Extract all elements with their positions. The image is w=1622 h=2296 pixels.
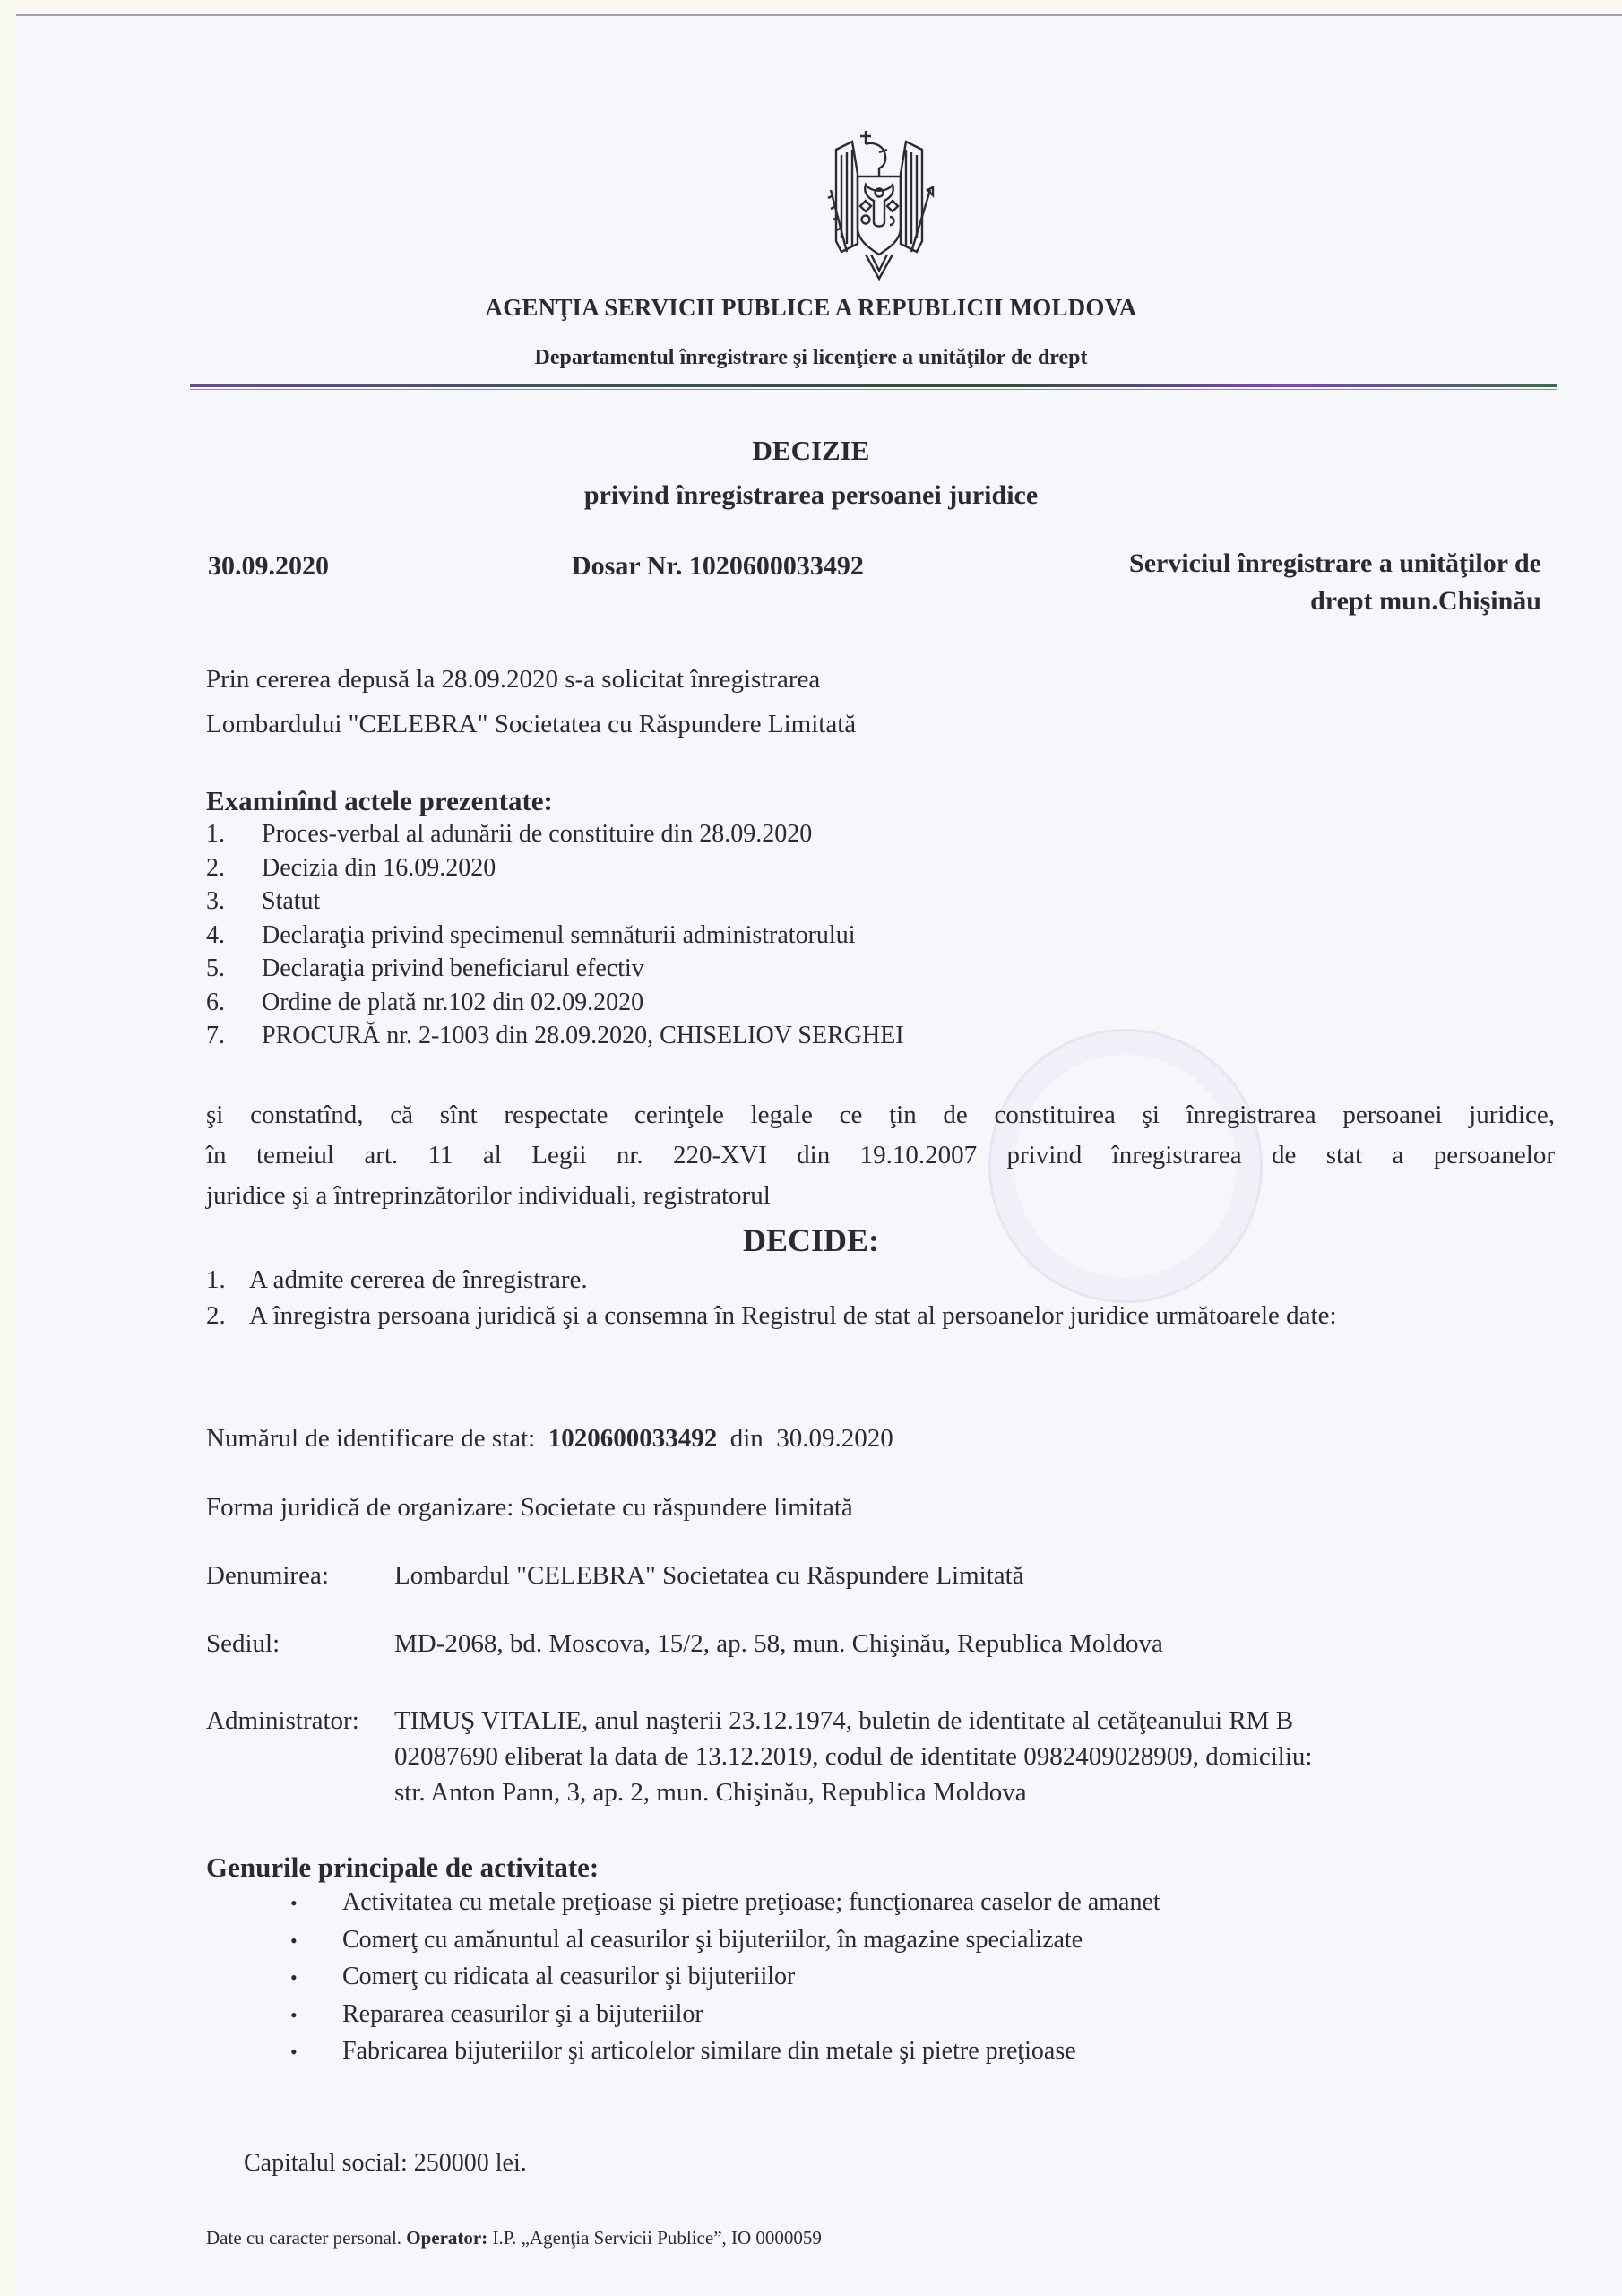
- issuing-service-line1: Serviciul înregistrare a unităţilor de: [1129, 548, 1541, 578]
- legal-form-field: [206, 1489, 853, 1525]
- request-intro-line1: Prin cererea depusă la 28.09.2020 s-a solicitat înregistrarea: [206, 665, 821, 694]
- state-id-value: 1020600033492: [548, 1424, 718, 1453]
- item-text: Declaraţia privind beneficiarul efectiv: [262, 954, 644, 982]
- item-number: 1.: [206, 1265, 226, 1294]
- agency-name: AGENŢIA SERVICII PUBLICE A REPUBLICII MOLDOVA: [485, 294, 1137, 321]
- legal-form-label: Forma juridică de organizare:: [206, 1493, 514, 1522]
- administrator-label: Administrator:: [206, 1706, 359, 1735]
- legal-basis-line2: în temeiul art. 11 al Legii nr. 220-XVI din 19.10.2007 privind înregistrarea de stat a persoanelor: [206, 1141, 1555, 1170]
- issuing-service: [905, 545, 1541, 620]
- bullet-icon: •: [290, 2041, 298, 2063]
- examined-documents-heading: Examinînd actele prezentate:: [206, 785, 553, 816]
- list-item: [206, 817, 904, 851]
- footer-prefix: Date cu caracter personal.: [206, 2227, 402, 2249]
- item-number: 7.: [206, 1022, 225, 1049]
- legal-basis-line1: şi constatînd, că sînt respectate cerinţele legale ce ţin de constituirea şi înregistrarea persoanei juridice,: [206, 1101, 1555, 1129]
- administrator-value: [394, 1703, 1559, 1810]
- bullet-icon: •: [290, 2003, 298, 2026]
- request-intro: [206, 657, 856, 747]
- footer-operator-value: I.P. „Agenţia Servicii Publice”, IO 0000059: [492, 2227, 822, 2249]
- legal-form-value: Societate cu răspundere limitată: [520, 1493, 853, 1522]
- activities-heading: Genurile principale de activitate:: [206, 1851, 600, 1883]
- item-number: 6.: [206, 988, 225, 1016]
- list-item: [206, 1298, 1568, 1334]
- item-text: Comerţ cu amănuntul al ceasurilor şi bijuteriilor, în magazine specializate: [342, 1925, 1083, 1954]
- item-text: Repararea ceasurilor şi a bijuteriilor: [342, 1999, 703, 2028]
- moldova-coat-of-arms-icon: [812, 122, 946, 285]
- list-item: [206, 1019, 904, 1053]
- list-item: [290, 1885, 1160, 1922]
- item-text: Statut: [262, 887, 321, 915]
- item-text: Fabricarea bijuteriilor şi articolelor similare din metale şi pietre preţioase: [342, 2037, 1076, 2065]
- header-rule-divider: [190, 384, 1557, 390]
- item-text: A înregistra persoana juridică şi a consemna în Registrul de stat al persoanelor juridice următoarele date:: [249, 1301, 1337, 1330]
- state-id-number-field: [206, 1420, 893, 1456]
- item-text: A admite cererea de înregistrare.: [249, 1265, 588, 1294]
- bullet-icon: •: [290, 1892, 298, 1914]
- document-title: DECIZIE: [752, 435, 870, 466]
- activities-list: [290, 1885, 1160, 2071]
- item-text: PROCURĂ nr. 2-1003 din 28.09.2020, CHISELIOV SERGHEI: [262, 1022, 904, 1049]
- decide-heading: DECIDE:: [742, 1222, 879, 1258]
- item-text: Ordine de plată nr.102 din 02.09.2020: [262, 988, 644, 1016]
- list-item: [206, 885, 904, 919]
- list-item: [206, 1262, 1568, 1298]
- document-subtitle: privind înregistrarea persoanei juridice: [583, 480, 1039, 510]
- item-text: Comerţ cu ridicata al ceasurilor şi bijuteriilor: [342, 1963, 796, 1990]
- list-item: [206, 851, 904, 885]
- item-number: 2.: [206, 1301, 226, 1330]
- list-item: [290, 1922, 1160, 1960]
- legal-basis-paragraph: [206, 1095, 1555, 1216]
- list-item: [290, 2033, 1160, 2071]
- decision-list: [206, 1262, 1568, 1334]
- list-item: [290, 1997, 1160, 2034]
- company-name-label: Denumirea:: [206, 1561, 329, 1590]
- list-item: [206, 986, 904, 1020]
- item-text: Activitatea cu metale preţioase şi pietre preţioase; funcţionarea caselor de amanet: [342, 1888, 1160, 1916]
- bullet-icon: •: [290, 1966, 298, 1989]
- decision-date: 30.09.2020: [208, 551, 329, 581]
- examined-documents-list: [206, 817, 904, 1053]
- administrator-line2: 02087690 eliberat la data de 13.12.2019, codul de identitate 0982409028909, domiciliu:: [394, 1742, 1313, 1771]
- dosar-number: Dosar Nr. 1020600033492: [572, 551, 864, 581]
- issuing-service-line2: drept mun.Chişinău: [1310, 586, 1541, 616]
- item-text: Declaraţia privind specimenul semnăturii administratorului: [262, 920, 856, 949]
- headquarters-value: MD-2068, bd. Moscova, 15/2, ap. 58, mun. Chişinău, Republica Moldova: [394, 1629, 1163, 1658]
- item-number: 5.: [206, 954, 225, 982]
- list-item: [206, 919, 904, 953]
- headquarters-label: Sediul:: [206, 1629, 280, 1658]
- list-item: [206, 952, 904, 986]
- share-capital: Capitalul social: 250000 lei.: [244, 2149, 527, 2177]
- state-id-label: Numărul de identificare de stat:: [206, 1424, 536, 1453]
- item-number: 4.: [206, 920, 225, 949]
- list-item: [290, 1959, 1160, 1997]
- footer-note: [206, 2227, 822, 2249]
- footer-operator-label: Operator:: [406, 2227, 488, 2249]
- administrator-line1: TIMUŞ VITALIE, anul naşterii 23.12.1974, buletin de identitate al cetăţeanului RM B: [394, 1706, 1294, 1735]
- administrator-line3: str. Anton Pann, 3, ap. 2, mun. Chişinău, Republica Moldova: [394, 1778, 1027, 1807]
- company-name-value: Lombardul "CELEBRA" Societatea cu Răspundere Limitată: [394, 1561, 1024, 1590]
- item-text: Proces-verbal al adunării de constituire din 28.09.2020: [262, 820, 813, 848]
- state-id-din: din: [729, 1424, 764, 1453]
- item-number: 3.: [206, 887, 225, 915]
- request-intro-line2: Lombardului "CELEBRA" Societatea cu Răspundere Limitată: [206, 710, 857, 738]
- item-text: Decizia din 16.09.2020: [262, 853, 496, 882]
- state-id-date: 30.09.2020: [776, 1424, 893, 1453]
- item-number: 2.: [206, 853, 225, 882]
- item-number: 1.: [206, 820, 225, 848]
- legal-basis-line3: juridice şi a întreprinzătorilor individuali, registratorul: [206, 1181, 771, 1210]
- department-name: Departamentul înregistrare şi licenţiere a unităţilor de drept: [534, 346, 1088, 369]
- bullet-icon: •: [290, 1929, 298, 1952]
